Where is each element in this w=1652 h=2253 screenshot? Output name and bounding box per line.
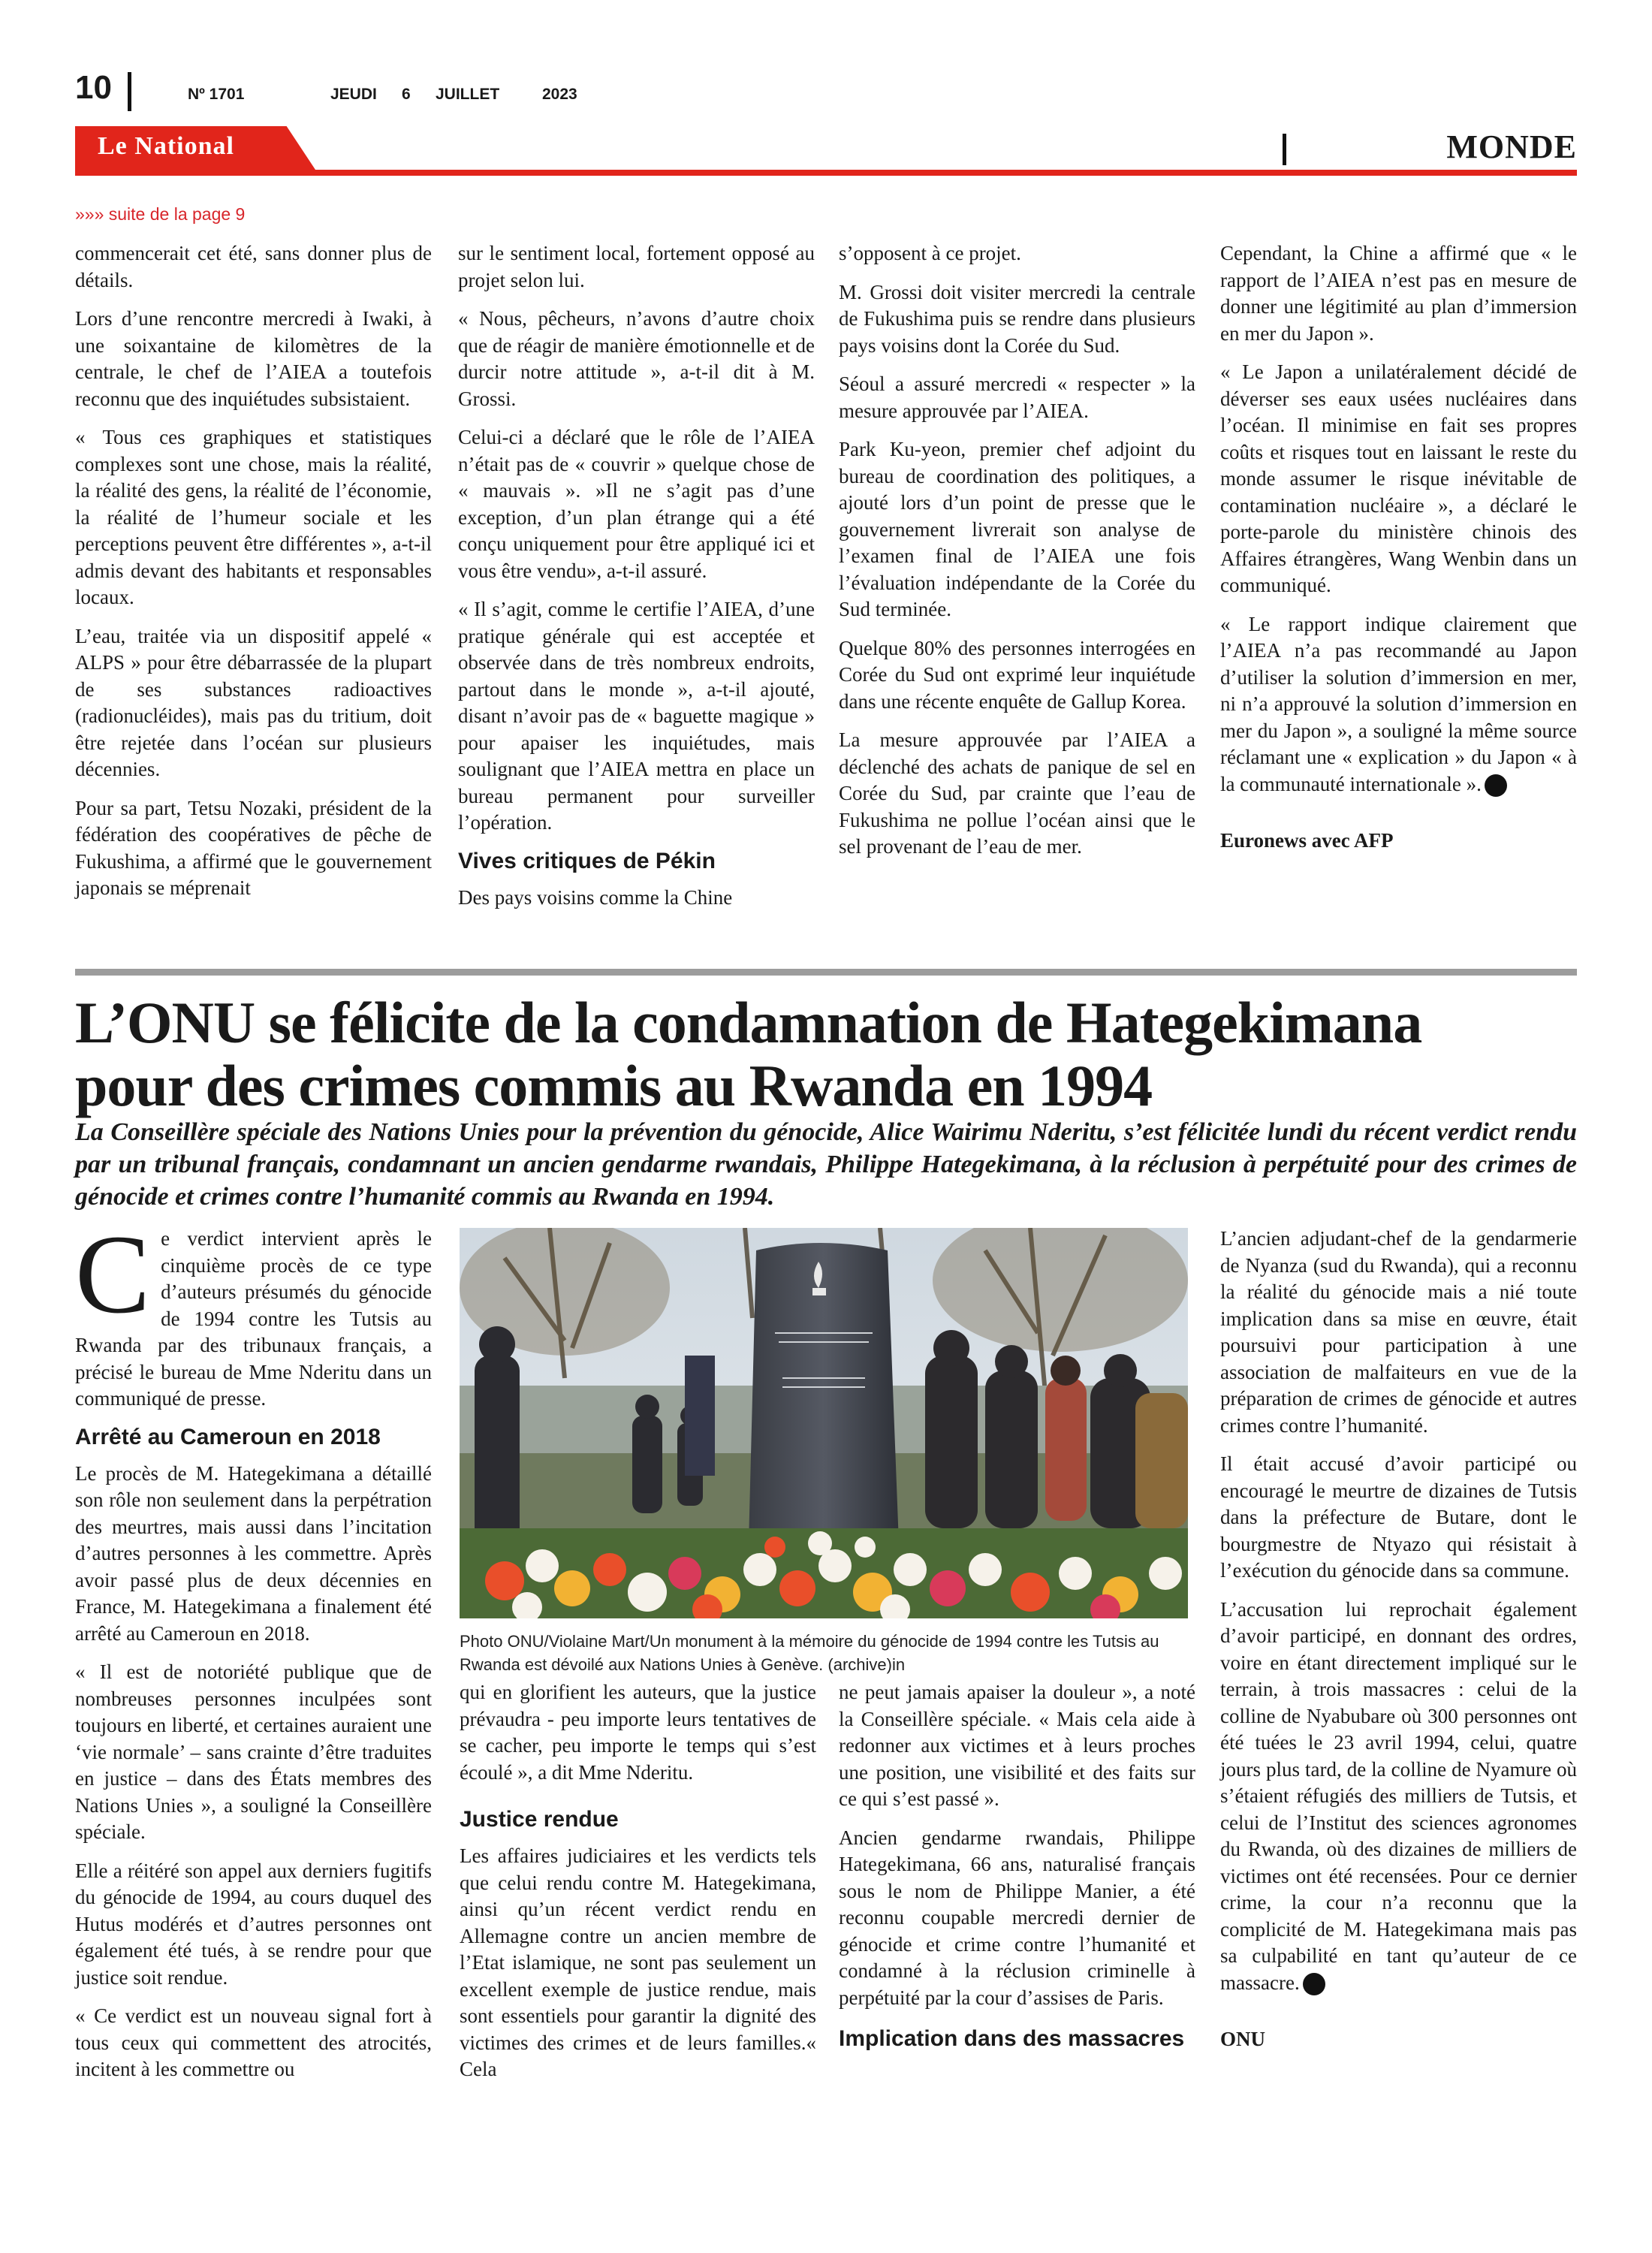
paragraph: « Il s’agit, comme le certifie l’AIEA, d’une pratique générale qui est acceptée et observée dans de très nombreux endroits, partout dans le monde », a-t-il ajouté, disant n’avoir pas de « baguette magique » pour apaiser les inquiétudes, mais soulignant que l’AIEA mettra en place un bureau permanent pour surveiller l’opération. bbox=[458, 598, 815, 834]
article-separator bbox=[75, 969, 1577, 976]
paragraph-text: « Le rapport indique clairement que l’AIEA n’a pas recommandé au Japon d’utiliser la solution d’immersion en mer, ni n’a approuvé la solution d’immersion en mer du Japon », a souligné la même source réclamant une « explication » du Japon « à la communauté internationale ». bbox=[1220, 612, 1577, 795]
photo-caption: Photo ONU/Violaine Mart/Un monument à la mémoire du génocide de 1994 contre les Tutsis au Rwanda est dévoilé aux Nations Unies à Genève. (archive)in bbox=[460, 1632, 1159, 1674]
date-day: JEUDI bbox=[330, 86, 377, 103]
article2-column-4 bbox=[1220, 1226, 1577, 2065]
paragraph-text: e verdict intervient après le cinquième procès de ce type d’auteurs présumés du génocide de 1994 contre les Tutsis au Rwanda par des tribunaux français, a précisé le bureau de Mme Nderitu dans un communiqué de presse. bbox=[75, 1227, 432, 1410]
end-of-article-icon bbox=[1485, 774, 1507, 797]
paragraph: Park Ku-yeon, premier chef adjoint du bureau de coordination des politiques, a ajouté lors d’un point de presse que le gouvernement livrerait son analyse de l’examen final de l’AIEA une fois l’évaluation indépendante de la Corée du Sud terminée. bbox=[839, 438, 1195, 620]
drop-cap: C bbox=[75, 1212, 151, 1337]
article2-column-3 bbox=[839, 1679, 1195, 2062]
paragraph: Celui-ci a déclaré que le rôle de l’AIEA n’était pas de « couvrir » quelque chose de « mauvais ». »Il ne s’agit pas d’une exception, d’un plan étrange qui a été conçu uniquement pour être appliqué ici et vous être vendu», a-t-il assuré. bbox=[458, 426, 815, 582]
page-number: 10 bbox=[75, 69, 112, 106]
subheading: Implication dans des massacres bbox=[839, 2026, 1185, 2051]
date-month: JUILLET bbox=[436, 86, 500, 103]
issue-number: Nº 1701 bbox=[188, 86, 245, 103]
section-divider bbox=[1283, 134, 1286, 165]
paragraph: M. Grossi doit visiter mercredi la centrale de Fukushima puis se rendre dans plusieurs pays voisins dont la Corée du Sud. bbox=[839, 280, 1195, 357]
article2-column-1 bbox=[75, 1212, 432, 2095]
paragraph: s’opposent à ce projet. bbox=[839, 242, 1021, 264]
continued-from: »»» suite de la page 9 bbox=[75, 204, 246, 224]
paragraph: Quelque 80% des personnes interrogées en Corée du Sud ont exprimé leur inquiétude dans une récente enquête de Gallup Korea. bbox=[839, 636, 1195, 713]
paragraph: sur le sentiment local, fortement opposé au projet selon lui. bbox=[458, 242, 815, 291]
paragraph: « Tous ces graphiques et statistiques complexes sont une chose, mais la réalité, la réalité des gens, la réalité de l’économie, la réalité de l’humeur sociale et les perceptions peuvent être différentes », a-t-il admis devant des habitants et responsables locaux. bbox=[75, 426, 432, 608]
headline-line: L’ONU se félicite de la condamnation de Hategekimana bbox=[75, 990, 1422, 1055]
article1-column-1 bbox=[75, 240, 432, 914]
subheading: Vives critiques de Pékin bbox=[458, 848, 716, 873]
paragraph: qui en glorifient les auteurs, que la justice prévaudra - peu importe leurs tentatives de se cacher, peu importe le temps qui s’est écoulé », a dit Mme Nderitu. bbox=[460, 1681, 816, 1784]
paragraph-text: L’accusation lui reprochait également d’avoir participé, en donnant des ordres, voire en étant directement impliqué sur le terrain, à trois massacres : celui de la colline de Nyabubare où 300 personnes ont été tuées le 23 avril 1994, celui, quatre jours plus tard, de la colline de Nyamure où s’étaient réfugiés des milliers de Tutsis, et celui de l’Institut des sciences agronomes du Rwanda, où des dizaines de milliers de victimes ont été recensées. Pour ce dernier crime, la cour n’a reconnu que la complicité de M. Hategekimana mais pas sa culpabilité en tant qu’auteur de ce massacre. bbox=[1220, 1597, 1577, 1994]
paragraph: La mesure approuvée par l’AIEA a déclenché des achats de panique de sel en Corée du Sud, par crainte que l’eau de Fukushima ne pollue l’océan ainsi que le sel provenant de l’eau de mer. bbox=[839, 728, 1195, 858]
paragraph bbox=[1220, 611, 1577, 798]
paragraph: L’eau, traitée via un dispositif appelé « ALPS » pour être débarrassée de la plupart de ses substances radioactives (radionucléides), mais pas du tritium, doit être rejetée dans l’océan sur plusieurs décennies. bbox=[75, 624, 432, 780]
subheading: Justice rendue bbox=[460, 1807, 619, 1832]
date-year: 2023 bbox=[542, 86, 577, 103]
article2-column-2 bbox=[460, 1679, 816, 2095]
article-signature: ONU bbox=[1220, 2028, 1265, 2050]
paragraph: « Nous, pêcheurs, n’avons d’autre choix que de réagir de manière émotionnelle et de durcir notre attitude », a-t-il dit à M. Grossi. bbox=[458, 307, 815, 410]
paragraph: « Il est de notoriété publique que de nombreuses personnes inculpées sont toujours en liberté, et certaines auraient une ‘vie normale’ – sans crainte d’être traduites en justice – dans des États membres des Nations Unies », a souligné la Conseillère spéciale. bbox=[75, 1660, 432, 1843]
page-number-divider bbox=[128, 72, 131, 111]
header-red-rule bbox=[75, 170, 1577, 176]
paragraph: Elle a réitéré son appel aux derniers fugitifs du génocide de 1994, au cours duquel des Hutus modérés et d’autres personnes ont également été tués, à se rendre pour que justice soit rendue. bbox=[75, 1859, 432, 1989]
date-number: 6 bbox=[402, 86, 411, 103]
subheading: Arrêté au Cameroun en 2018 bbox=[75, 1424, 381, 1449]
paragraph: Lors d’une rencontre mercredi à Iwaki, à une soixantaine de kilomètres de la centrale, le chef de l’AIEA a toutefois reconnu que des inquiétudes subsistaient. bbox=[75, 307, 432, 410]
paragraph: Des pays voisins comme la Chine bbox=[458, 885, 733, 909]
paragraph: Le procès de M. Hategekimana a détaillé son rôle non seulement dans la perpétration des meurtres, mais aussi dans l’incitation d’autres personnes à les commettre. Après avoir passé plus de deux décennies en France, M. Hategekimana a finalement été arrêté au Cameroun en 2018. bbox=[75, 1461, 432, 1645]
article-signature: Euronews avec AFP bbox=[1220, 829, 1394, 852]
paragraph: « Le Japon a unilatéralement décidé de déverser ses eaux usées nucléaires dans l’océan. Il minimise en fait ses propres coûts et risques tout en laissant le reste du monde assumer le risque inévitable de contamination nucléaire », a déclaré le porte-parole du ministère chinois des Affaires étrangères, Wang Wenbin dans un communiqué. bbox=[1220, 360, 1577, 596]
article1-column-4 bbox=[1220, 240, 1577, 867]
paragraph: Cependant, la Chine a affirmé que « le rapport de l’AIEA n’est pas en mesure de donner une légitimité au plan d’immersion en mer du Japon ». bbox=[1220, 242, 1577, 345]
paragraph: L’ancien adjudant-chef de la gendarmerie de Nyanza (sud du Rwanda), qui a reconnu la réalité du génocide mais a nié toute implication dans sa mise en œuvre, était poursuivi pour participation à une association de malfaiteurs en vue de la préparation de crimes de génocide et autres crimes contre l’humanité. bbox=[1220, 1227, 1577, 1437]
section-title: MONDE bbox=[1446, 128, 1577, 165]
paragraph: commencerait cet été, sans donner plus de détails. bbox=[75, 242, 432, 291]
brand-name: Le National bbox=[98, 132, 234, 160]
end-of-article-icon bbox=[1303, 1973, 1325, 1995]
paragraph bbox=[1220, 1597, 1577, 1997]
paragraph: Séoul a assuré mercredi « respecter » la mesure approuvée par l’AIEA. bbox=[839, 372, 1195, 422]
paragraph: Les affaires judiciaires et les verdicts tels que celui rendu contre M. Hategekimana, ainsi qu’un récent verdict rendu en Allemagne contre un ancien membre de l’Etat islamique, ne sont pas seulement un excellent exemple de justice rendue, mais sont essentiels pour garantir la dignité des victimes des crimes et de leurs familles.« Cela bbox=[460, 1844, 816, 2080]
paragraph: Il était accusé d’avoir participé ou encouragé le meurtre de dizaines de Tutsis dans la préfecture de Butare, dont le bourgmestre de Ntyazo qui résistait à l’exécution du génocide dans sa commune. bbox=[1220, 1452, 1577, 1582]
article1-column-3 bbox=[839, 240, 1195, 873]
paragraph: ne peut jamais apaiser la douleur », a noté la Conseillère spéciale. « Mais cela aide à redonner aux victimes et à leurs proches une position, une visibilité et des faits sur ce qui s’est passé ». bbox=[839, 1681, 1195, 1810]
article1-column-2 bbox=[458, 240, 815, 923]
article2-lead: La Conseillère spéciale des Nations Unies pour la prévention du génocide, Alice Wairimu Nderitu, s’est félicitée lundi du récent verdict rendu par un tribunal français, condamnant un ancien gendarme rwandais, Philippe Hategekimana, à la réclusion à perpétuité pour des crimes de génocide et crimes contre l’humanité commis au Rwanda en 1994. bbox=[75, 1118, 1577, 1211]
article2-headline bbox=[75, 991, 1584, 1117]
paragraph: Pour sa part, Tetsu Nozaki, président de la fédération des coopératives de pêche de Fukushima, a affirmé que le gouvernement japonais se méprenait bbox=[75, 796, 432, 899]
paragraph bbox=[75, 1212, 432, 1413]
paragraph: « Ce verdict est un nouveau signal fort à tous ceux qui commettent des atrocités, incitent à les commettre ou bbox=[75, 2004, 432, 2080]
headline-line: pour des crimes commis au Rwanda en 1994 bbox=[75, 1053, 1153, 1118]
paragraph: Ancien gendarme rwandais, Philippe Hategekimana, 66 ans, naturalisé français sous le nom de Philippe Manier, a été reconnu coupable mercredi dernier de génocide et crime contre l’humanité et condamné à la réclusion criminelle à perpétuité par la cour d’assises de Paris. bbox=[839, 1826, 1195, 2009]
memorial-photo bbox=[460, 1228, 1188, 1618]
